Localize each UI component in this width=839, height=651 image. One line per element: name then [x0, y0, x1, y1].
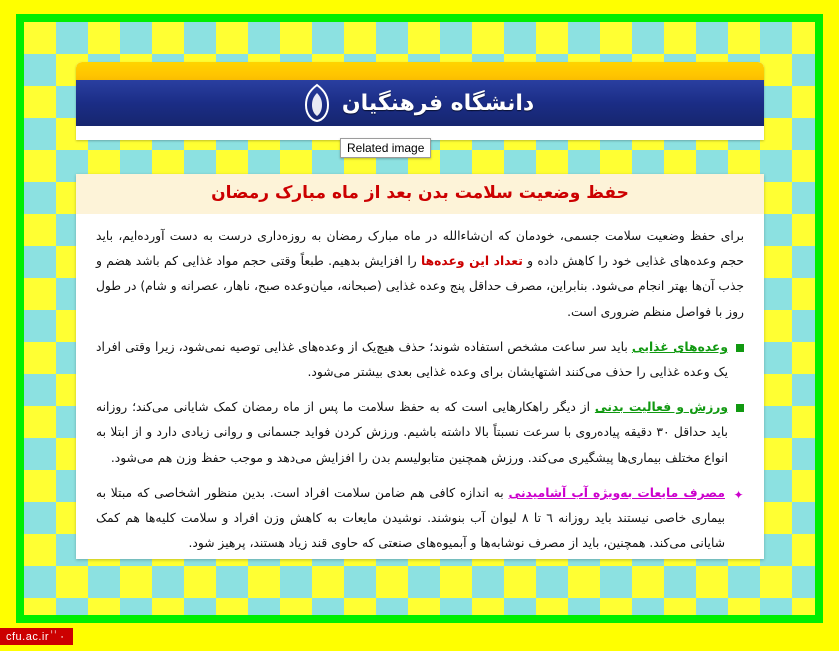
- university-emblem-icon: [300, 83, 334, 123]
- diamond-bullet-icon: ✦: [733, 487, 744, 502]
- page-title: حفظ وضعیت سلامت بدن بعد از ماه مبارک رمضان: [211, 183, 629, 203]
- list-item-text: [96, 481, 725, 557]
- article-body: [76, 214, 764, 576]
- square-bullet-icon: [736, 344, 744, 352]
- list-item-highlight: مصرف مایعات به‌ویژه آب آشامیدنی: [508, 485, 725, 500]
- list-item: [96, 395, 744, 471]
- banner-blue-strip: [76, 80, 764, 126]
- list-item-text: [96, 335, 728, 385]
- site-banner: [76, 62, 764, 140]
- list-item-highlight: وعده‌های غذایی: [631, 339, 728, 354]
- related-image-tooltip: Related image: [340, 138, 431, 158]
- intro-paragraph: [96, 224, 744, 325]
- intro-highlight: تعداد این وعده‌ها: [420, 254, 523, 269]
- footer-url: cfu.ac.ir ٰ ٰ ٠: [0, 628, 73, 645]
- banner-title: دانشگاه فرهنگیان: [341, 90, 535, 116]
- intro-after: را افزایش بدهیم. طبعاً وقتی حجم مواد غذایی کم باشد هضم و جذب آن‌ها بهتر انجام می‌شود. بنابراین، مصرف حداقل پنج وعده غذایی (صبحانه، میان‌وعده صبح، ناهار، عصرانه و شام) در طول روز با فواصل منظم ضروری است.: [96, 254, 744, 319]
- article-card: [76, 174, 764, 559]
- article-title-bar: [76, 174, 764, 214]
- list-item-highlight: ورزش و فعالیت بدنی: [594, 400, 729, 415]
- list-item-body: باید سر ساعت مشخص استفاده شوند؛ حذف هیچ‌یک از وعده‌های غذایی توصیه نمی‌شود، زیرا وقتی افراد یک وعده غذایی را حذف می‌کنند اشتهایشان برای وعده غذایی بعدی بیشتر می‌شود.: [96, 339, 728, 380]
- list-item-text: [96, 395, 728, 471]
- square-bullet-icon: [736, 404, 744, 412]
- list-item: [96, 481, 744, 557]
- list-item-body: از دیگر راهکارهایی است که به حفظ سلامت ما پس از ماه رمضان کمک شایانی می‌کند؛ روزانه باید حداقل ۳۰ دقیقه پیاده‌روی با سرعت نسبتاً بالا داشته باشیم. ورزش کردن فواید جسمانی و روانی زیادی دارد و از ابتلا به انواع مختلف بیماری‌ها پیشگیری می‌کند. ورزش همچنین متابولیسم بدن را افزایش می‌دهد و موجب حفظ وزن هم می‌شود.: [96, 400, 728, 465]
- list-item: [96, 335, 744, 385]
- list-item-body: به اندازه کافی هم ضامن سلامت افراد است. بدین منظور اشخاصی که مبتلا به بیماری خاصی نیستند باید روزانه ٦ تا ٨ لیوان آب بنوشند. نوشیدن مایعات به کاهش وزن افراد و سلامت کلیه‌ها هم کمک شایانی می‌کند. همچنین، باید از مصرف نوشابه‌ها و آبمیوه‌های صنعتی که حاوی قند زیاد هستند، پرهیز شود.: [96, 485, 725, 551]
- intro-before: برای حفظ وضعیت سلامت جسمی، خودمان که ان‌شاءالله در ماه مبارک رمضان به روزه‌داری درست به دست آورده‌ایم، باید حجم وعده‌های غذایی خود را کاهش داده و: [96, 229, 744, 269]
